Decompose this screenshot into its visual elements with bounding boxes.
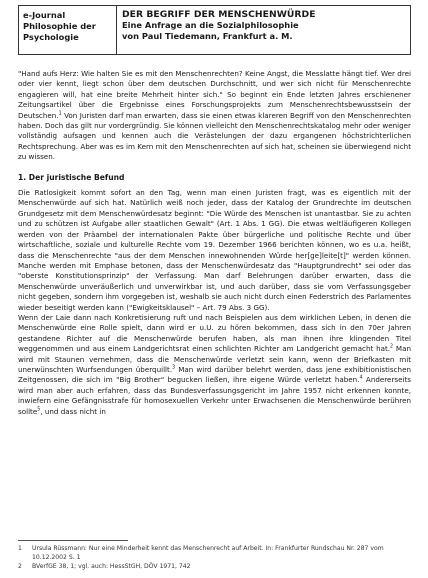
body-paragraph: Die Ratlosigkeit kommt sofort an den Tag, wenn man einen Juristen fragt, was es eigentlich mit der Menschenwürde auf sich hat. Natürlich weiß noch jeder, dass der Katalog der Grundrechte im deutschen Grundgesetz mit dem Menschenwürdesatz beginnt: "Die Würde des Menschen ist unantastbar. Sie zu achten und zu schützen ist Aufgabe aller staatlichen Gewalt" (Art. 1 Abs. 1 GG). Die etwas weltläufigeren Kollegen werden von der Präambel der internationalen Pakte über bürgerliche und politische Rechte und über wirtschaftliche, soziale und kulturelle Rechte vom 19. Dezember 1966 berichten können, wo es u.a. heißt, dass die Menschenrechte "aus der dem Menschen innewohnenden Würde her[ge]leite[t]" werden können. Manche werden mit Emphase betonen, dass der Menschenwürdesatz das "Hauptgrundrecht" sei oder das "oberste Konstitutionsprinzip" der Verfassung. Man darf Belehrungen darüber erwarten, dass die Menschenwürde unveräußerlich und unverwirkbar ist, und auch darüber, dass sie vom Verfassungsgeber nicht gegeben, sondern ihm vorgegeben ist, weshalb sie auch nicht durch einen Federstrich des Parlamentes wieder beseitigt werden kann ("Ewigkeitsklausel" – Art. 79 Abs. 3 GG).	[18, 188, 411, 312]
body-text: Man wird mit Staunen vernehmen, dass die Menschenwürde verletzt sein kann, wenn der Briefkasten mit unerwünschten Wurfsendungen überquillt.	[18, 344, 411, 374]
footnote-text: Ursula Rüssmann: Nur eine Minderheit kennt das Menschenrecht auf Arbeit. In: Frankfurter Rundschau Nr. 287 vom 10.12.2002 S. 1	[32, 545, 384, 561]
footnote-number: 2	[18, 562, 22, 570]
footnote-ref[interactable]: 5	[37, 407, 41, 413]
footnote	[18, 545, 411, 563]
footnote-number: 1	[18, 545, 22, 552]
body-text: Man wird darüber belehrt werden, dass jene exhibitionistischen Zeitgenossen, die sich im "Big Brother" begucken ließen, ihre eigene Würde verletzt haben.	[18, 364, 412, 385]
intro-paragraph	[18, 69, 411, 163]
article-subtitle: Eine Anfrage an die Sozialphilosophie	[122, 20, 299, 30]
body-text: Wenn der Laie dann nach Konkretisierung ruft und nach Beispielen aus dem wirklichen Leben, in denen die Menschenwürde eine Rolle spielt, dann wird er u.U. zu hören bekommen, dass sich in den 70er Jahren gestandene Richter auf die Menschenwürde berufen haben, als man ihnen ihre klingenden Titel weggenommen und aus einem Landgerichtsrat einen schlichten Richter am Landgericht gemacht hat.	[18, 312, 411, 354]
footnote-ref[interactable]: 4	[359, 376, 363, 381]
footnote-text: BVerfGE 38, 1; vgl. auch: HessStGH, DÖV 1971, 742	[32, 562, 191, 570]
intro-text: "Hand aufs Herz: Wie halten Sie es mit den Menschenrechten? Keine Angst, die Messlatte hängt tief. Wer drei oder vier kennt, liegt schon über dem deutschen Durchschnitt, und wer sich nicht für Menschenrechte engagieren will, hat eine breite Mehrheit hinter sich." So beginnt ein Ende letzten Jahres erschienener Zeitungsartikel über die Ergebnisse eines Forschungsprojekts zum Menschenrechtsbewusstsein der Deutschen.	[18, 69, 411, 120]
footnotes	[18, 540, 411, 571]
footnote	[18, 563, 411, 572]
journal-name	[19, 6, 117, 54]
intro-text: Von Juristen darf man erwarten, dass sie einen etwas klareren Begriff von den Menschenrechten haben. Doch das gilt nur vordergründig. Sie können vielleicht den Menschenrechtskatalog mehr oder weniger vollständig aufsagen und kennen auch die Verästelungen der dazu ergangenen höchstrichterlichen Rechtsprechung. Aber was es im Kern mit den Menschenrechten auf sich hat, scheinen sie überwiegend nicht zu wissen.	[18, 110, 411, 162]
section-heading: 1. Der juristische Befund	[18, 172, 125, 182]
journal-line: e-Journal	[23, 10, 66, 20]
body-text: , und dass nicht in	[40, 406, 106, 416]
article-header	[18, 5, 411, 55]
footnote-divider	[18, 540, 128, 541]
body-paragraph	[18, 313, 411, 417]
footnote-ref[interactable]: 3	[172, 365, 176, 371]
body-text: Andererseits wird man aber auch erfahren, dass das Bundesverfassungsgericht im Jahre 1957 nicht erkennen konnte, inwiefern eine Gefängnisstrafe für homosexuellen Verkehr unter Erwachsenen die Menschenwürde berühren sollte	[18, 375, 411, 416]
journal-line: Psychologie	[23, 32, 79, 42]
article-body	[18, 69, 411, 417]
article-title: DER BEGRIFF DER MENSCHENWÜRDE	[122, 9, 316, 20]
article-heading	[117, 6, 410, 54]
article-author: von Paul Tiedemann, Frankfurt a. M.	[122, 31, 293, 41]
journal-line: Philosophie der	[23, 21, 96, 31]
footnote-ref[interactable]: 1	[58, 111, 62, 117]
footnote-ref[interactable]: 2	[390, 344, 394, 350]
